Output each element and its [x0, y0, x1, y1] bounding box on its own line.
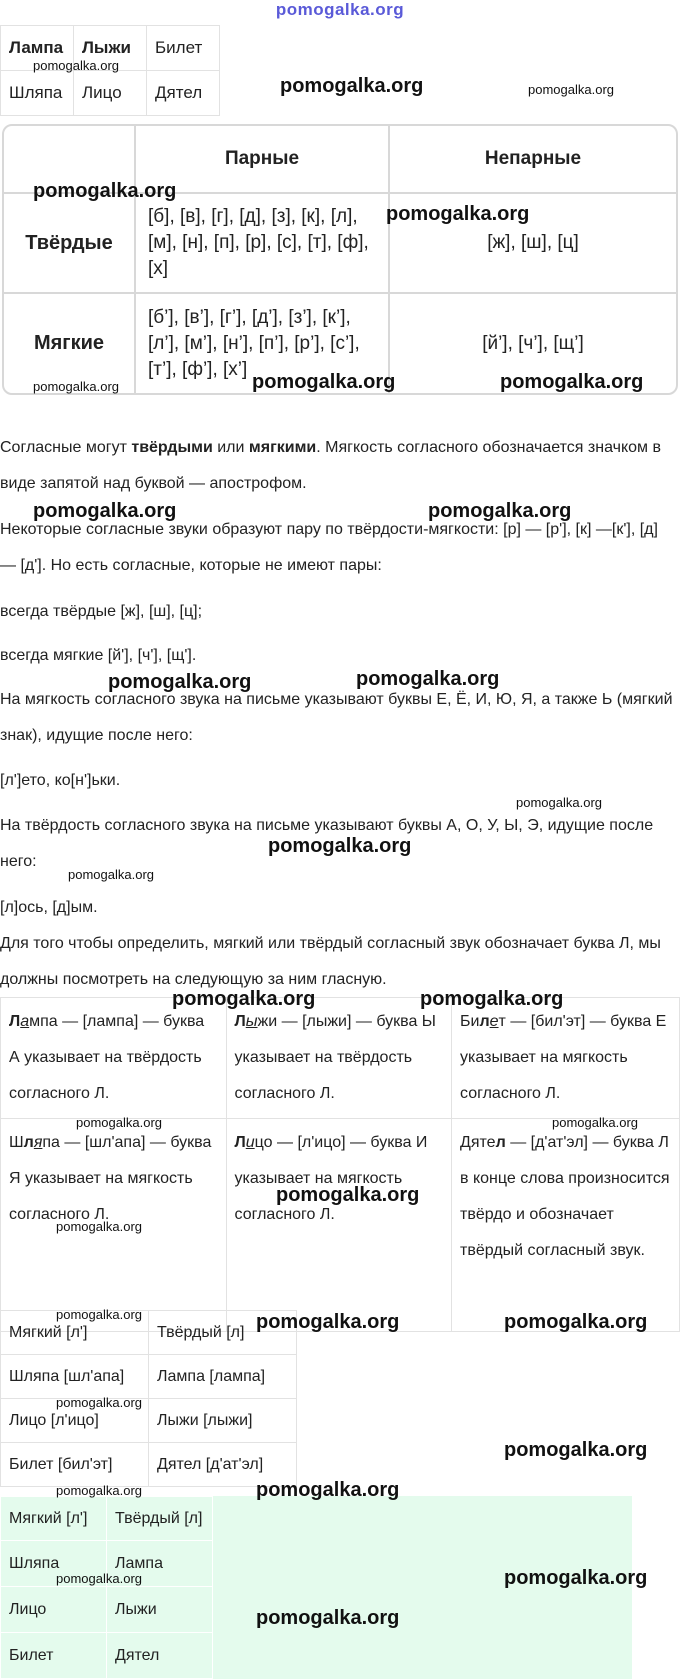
answer-cell: Лампа: [107, 1541, 213, 1587]
explain-cell: Билет — [бил'эт] — буква Е указывает на мягкость согласного Л.: [452, 998, 680, 1119]
answer-cell: Билет: [1, 1633, 107, 1679]
explain-table: [0, 997, 680, 1332]
word-cell: Шляпа: [1, 71, 74, 116]
paragraph-soft-letters: На мягкость согласного звука на письме указывают буквы Е, Ё, И, Ю, Я, а также Ь (мягкий знак), идущие после него:: [0, 691, 673, 744]
watermark: pomogalka.org: [56, 1219, 142, 1234]
top-watermark: pomogalka.org: [275, 0, 405, 19]
sound-cell: Лампа [лампа]: [149, 1355, 297, 1399]
explain-cell: Шляпа — [шл'апа] — буква Я указывает на мягкость согласного Л.: [1, 1119, 227, 1332]
watermark: pomogalka.org: [252, 371, 396, 393]
watermark: pomogalka.org: [500, 371, 644, 393]
paragraph-pairs: Некоторые согласные звуки образуют пару по твёрдости-мягкости: [р] — [р'], [к] —[к'], [д] — [д']. Но есть согласные, которые не имеют пары:: [0, 521, 658, 574]
answer-cell: Лыжи: [107, 1587, 213, 1633]
word-cell: Лыжи: [74, 26, 147, 71]
watermark: pomogalka.org: [256, 1311, 400, 1333]
hard-unpaired: [ж], [ш], [ц]: [389, 193, 676, 293]
watermark: pomogalka.org: [280, 75, 424, 97]
soft-unpaired: [й’], [ч’], [щ’]: [389, 293, 676, 393]
watermark: pomogalka.org: [33, 58, 119, 73]
header-hard: Твёрдый [л]: [149, 1311, 297, 1355]
answer-table: [0, 1496, 213, 1679]
watermark: pomogalka.org: [268, 835, 412, 857]
watermark: pomogalka.org: [276, 1184, 420, 1206]
paragraph-example-soft: [л']ето, ко[н']ьки.: [0, 772, 121, 789]
watermark: pomogalka.org: [428, 500, 572, 522]
sound-cell: Лицо [л'ицо]: [1, 1399, 149, 1443]
paragraph-hard-letters: На твёрдость согласного звука на письме указывают буквы А, О, У, Ы, Э, идущие после него:: [0, 817, 654, 870]
word-cell: Лампа: [1, 26, 74, 71]
watermark: pomogalka.org: [56, 1395, 142, 1410]
paragraph-always-soft: всегда мягкие [й'], [ч'], [щ'].: [0, 647, 197, 664]
sound-table: [0, 1310, 297, 1487]
hard-paired: [б], [в], [г], [д], [з], [к], [л], [м], [н], [п], [р], [с], [т], [ф], [х]: [135, 193, 389, 293]
explain-cell: Лыжи — [лыжи] — буква Ы указывает на твёрдость согласного Л.: [226, 998, 452, 1119]
answer-cell: Дятел: [107, 1633, 213, 1679]
watermark: pomogalka.org: [56, 1483, 142, 1498]
soft-paired: [б’], [в’], [г’], [д’], [з’], [к’], [л’], [м’], [н’], [п’], [р’], [с’], [т’], [ф’], [х’]: [135, 293, 389, 393]
sound-cell: Дятел [д'ат'эл]: [149, 1443, 297, 1487]
header-soft: Мягкий [л']: [1, 1311, 149, 1355]
word-cell: Билет: [147, 26, 220, 71]
sound-cell: Лыжи [лыжи]: [149, 1399, 297, 1443]
watermark: pomogalka.org: [504, 1311, 648, 1333]
watermark: pomogalka.org: [108, 671, 252, 693]
watermark: pomogalka.org: [56, 1571, 142, 1586]
watermark: pomogalka.org: [504, 1567, 648, 1589]
watermark: pomogalka.org: [504, 1439, 648, 1461]
watermark: pomogalka.org: [552, 1115, 638, 1130]
row-label-hard: Твёрдые: [4, 193, 135, 293]
watermark: pomogalka.org: [516, 795, 602, 810]
watermark: pomogalka.org: [386, 203, 530, 225]
header-unpaired: Непарные: [389, 126, 676, 193]
watermark: pomogalka.org: [420, 988, 564, 1010]
answer-cell: Лицо: [1, 1587, 107, 1633]
consonants-table: [2, 124, 678, 395]
explain-cell: Дятел — [д'ат'эл] — буква Л в конце слова произносится твёрдо и обозначает твёрдый согласный звук.: [452, 1119, 680, 1332]
watermark: pomogalka.org: [76, 1115, 162, 1130]
answer-cell: Шляпа: [1, 1541, 107, 1587]
paragraph-always-hard: всегда твёрдые [ж], [ш], [ц];: [0, 603, 203, 620]
watermark: pomogalka.org: [33, 500, 177, 522]
word-cell: Дятел: [147, 71, 220, 116]
watermark: pomogalka.org: [256, 1479, 400, 1501]
header-soft: Мягкий [л']: [1, 1497, 107, 1541]
watermark: pomogalka.org: [172, 988, 316, 1010]
paragraph-intro: Согласные могут твёрдыми или мягкими. Мягкость согласного обозначается значком в виде запятой над буквой — апострофом.: [0, 439, 661, 492]
watermark: pomogalka.org: [33, 180, 177, 202]
watermark: pomogalka.org: [356, 668, 500, 690]
watermark: pomogalka.org: [56, 1307, 142, 1322]
row-label-soft: Мягкие: [4, 293, 135, 393]
sound-cell: Шляпа [шл'апа]: [1, 1355, 149, 1399]
header-hard: Твёрдый [л]: [107, 1497, 213, 1541]
explain-cell: Лампа — [лампа] — буква А указывает на твёрдость согласного Л.: [1, 998, 227, 1119]
paragraph-example-hard: [л]ось, [д]ым.: [0, 899, 98, 916]
watermark: pomogalka.org: [33, 379, 119, 394]
header-paired: Парные: [135, 126, 389, 193]
watermark: pomogalka.org: [68, 867, 154, 882]
paragraph-conclusion: Для того чтобы определить, мягкий или твёрдый согласный звук обозначает буква Л, мы должны посмотреть на следующую за ним гласную.: [0, 935, 661, 988]
watermark: pomogalka.org: [256, 1607, 400, 1629]
word-cell: Лицо: [74, 71, 147, 116]
explain-cell: Лицо — [л'ицо] — буква И указывает на мягкость согласного Л.: [226, 1119, 452, 1332]
sound-cell: Билет [бил'эт]: [1, 1443, 149, 1487]
watermark: pomogalka.org: [528, 82, 614, 97]
